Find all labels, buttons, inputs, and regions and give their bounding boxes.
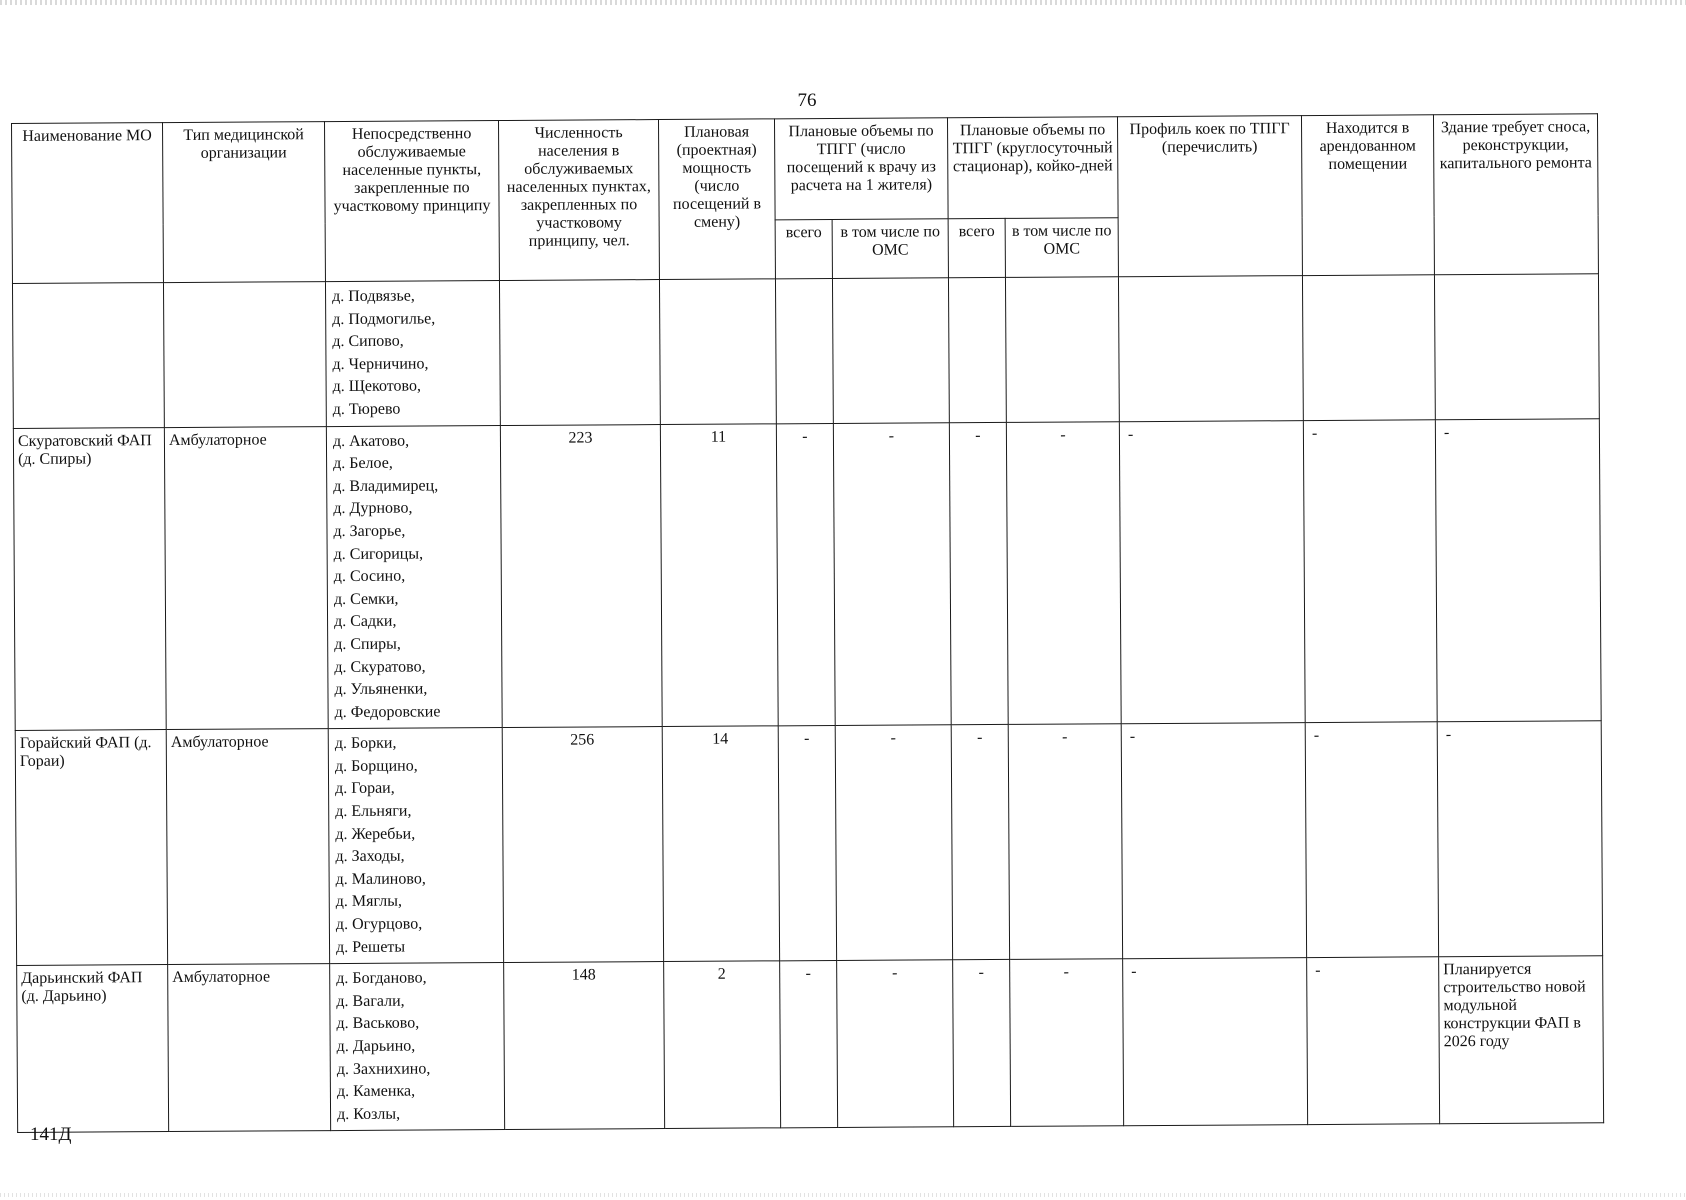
cell-capacity: 2 — [664, 961, 781, 1129]
cell-empty — [832, 278, 949, 423]
settlement-item: д. Сипово, — [332, 332, 404, 351]
cell-type-empty — [163, 282, 326, 428]
cell-visits-total: - — [778, 726, 836, 961]
settlement-item: д. Малиново, — [335, 870, 426, 888]
cell-population: 256 — [502, 727, 663, 963]
settlement-item: д. Акатово, — [332, 432, 410, 450]
cell-rented: - — [1305, 722, 1438, 958]
settlement-item: д. Борки, — [334, 734, 397, 753]
cell-beds-oms: - — [1006, 421, 1121, 724]
cell-visits-oms: - — [833, 422, 951, 725]
settlement-item: д. Гораи, — [335, 780, 395, 798]
cell-population: 148 — [504, 962, 665, 1130]
cell-building: - — [1435, 418, 1601, 722]
settlement-item: д. Козлы, — [337, 1105, 401, 1123]
settlement-item: д. Заходы, — [335, 847, 405, 866]
settlement-item: д. Подвязье, — [332, 287, 415, 306]
table-row — [17, 956, 1604, 1133]
cell-empty — [499, 280, 660, 426]
cell-beds-total: - — [949, 422, 1008, 725]
settlement-item: д. Спиры, — [334, 635, 401, 653]
settlement-item: д. Загорье, — [333, 522, 406, 540]
settlement-item: д. Ельняги, — [335, 802, 412, 821]
settlement-item: д. Федоровские — [334, 703, 441, 721]
settlement-item: д. Семки, — [333, 590, 399, 608]
cell-visits-total: - — [776, 423, 835, 726]
settlement-item: д. Огурцово, — [335, 915, 423, 934]
cell-rented: - — [1303, 419, 1437, 723]
cell-type: Амбулаторное — [164, 426, 328, 730]
cell-building: - — [1437, 721, 1602, 957]
cell-settlements — [326, 425, 502, 729]
settlement-item: д. Черничино, — [332, 355, 429, 373]
cell-name-empty — [12, 283, 164, 428]
table-row-continuation — [12, 274, 1599, 428]
cell-empty — [1434, 274, 1599, 420]
cell-empty — [775, 278, 833, 423]
header-org-type: Тип медицинской организации — [163, 122, 326, 283]
header-bed-profile: Профиль коек по ТПГГ (перечислить) — [1118, 116, 1303, 277]
settlement-item: д. Богданово, — [336, 969, 427, 988]
cell-name: Дарьинский ФАП (д. Дарьино) — [17, 965, 169, 1133]
header-beds: Плановые объемы по ТПГГ (круглосуточный стационар), койко-дней — [948, 117, 1119, 219]
header-row-1 — [12, 114, 1599, 225]
header-visits: Плановые объемы по ТПГГ (число посещений к врачу из расчета на 1 жителя) — [774, 118, 948, 220]
settlement-item: д. Жеребьи, — [335, 825, 416, 843]
cell-capacity: 11 — [660, 423, 778, 726]
settlement-item: д. Васьково, — [336, 1014, 420, 1033]
cell-type: Амбулаторное — [166, 729, 329, 965]
cell-visits-total: - — [780, 961, 838, 1129]
cell-empty — [1302, 275, 1435, 420]
header-visits-oms: в том числе по ОМС — [832, 219, 948, 279]
header-visits-total: всего — [775, 219, 832, 278]
settlement-item: д. Захнихино, — [336, 1060, 431, 1078]
settlement-item: д. Мяглы, — [335, 893, 403, 911]
cell-bed-profile: - — [1121, 723, 1306, 959]
cell-building: Планируется строительство новой модульной конструкции ФАП в 2026 году — [1439, 956, 1604, 1124]
header-rented: Находится в арендованном помещении — [1302, 115, 1435, 276]
cell-bed-profile: - — [1119, 420, 1305, 724]
cell-beds-oms: - — [1008, 724, 1122, 960]
cell-settlements — [325, 281, 500, 427]
settlement-item: д. Ульяненки, — [334, 680, 428, 699]
header-population: Численность населения в обслуживаемых населенных пунктах, закрепленных по участковому принципу, чел. — [498, 120, 659, 281]
cell-name: Скуратовский ФАП (д. Спиры) — [13, 427, 166, 731]
cell-beds-total: - — [953, 960, 1011, 1128]
settlement-item: д. Щекотово, — [332, 377, 422, 396]
settlement-item: д. Садки, — [334, 612, 397, 631]
settlement-item: д. Вагали, — [336, 992, 405, 1010]
cell-settlements — [328, 728, 503, 964]
settlement-item: д. Скуратово, — [334, 657, 426, 676]
header-capacity: Плановая (проектная) мощность (число посещений в смену) — [658, 119, 775, 280]
settlement-item: д. Подмогилье, — [332, 310, 436, 328]
cell-population: 223 — [500, 424, 662, 728]
cell-bed-profile: - — [1123, 958, 1308, 1126]
cell-empty — [948, 277, 1006, 422]
settlement-item: д. Тюрево — [332, 400, 401, 419]
cell-beds-oms: - — [1010, 959, 1124, 1127]
header-name-mo: Наименование МО — [12, 123, 164, 284]
settlement-item: д. Дарьино, — [336, 1037, 416, 1056]
facilities-table — [11, 113, 1604, 1133]
cell-empty — [659, 279, 776, 424]
footer-code: 141Д — [30, 1124, 72, 1145]
cell-visits-oms: - — [837, 960, 954, 1128]
cell-empty — [1005, 277, 1119, 422]
scan-edge-bottom — [0, 1193, 1686, 1197]
cell-rented: - — [1307, 957, 1440, 1125]
table-row — [13, 418, 1601, 730]
settlement-item: д. Владимирец, — [333, 477, 439, 495]
header-settlements: Непосредственно обслуживаемые населенные пункты, закрепленные по участковому принципу — [324, 121, 499, 282]
header-beds-total: всего — [948, 218, 1005, 277]
cell-beds-total: - — [951, 725, 1009, 960]
table-row — [15, 721, 1602, 966]
cell-type: Амбулаторное — [168, 964, 331, 1132]
cell-settlements — [330, 963, 505, 1131]
scan-edge-top — [0, 0, 1686, 5]
cell-visits-oms: - — [835, 725, 952, 961]
header-beds-oms: в том числе по ОМС — [1005, 218, 1118, 278]
header-building: Здание требует сноса, реконструкции, капитального ремонта — [1434, 114, 1599, 275]
settlement-item: д. Решеты — [335, 938, 406, 956]
cell-capacity: 14 — [662, 726, 779, 962]
settlement-item: д. Борщино, — [334, 757, 418, 775]
settlement-item: д. Дурново, — [333, 499, 413, 518]
cell-name: Горайский ФАП (д. Гораи) — [15, 730, 167, 966]
settlement-item: д. Белое, — [333, 454, 393, 473]
settlement-item: д. Каменка, — [336, 1082, 416, 1101]
settlement-item: д. Сосино, — [333, 567, 406, 586]
cell-empty — [1118, 276, 1303, 422]
page-number: 76 — [797, 90, 817, 111]
settlement-item: д. Сигорицы, — [333, 545, 424, 563]
